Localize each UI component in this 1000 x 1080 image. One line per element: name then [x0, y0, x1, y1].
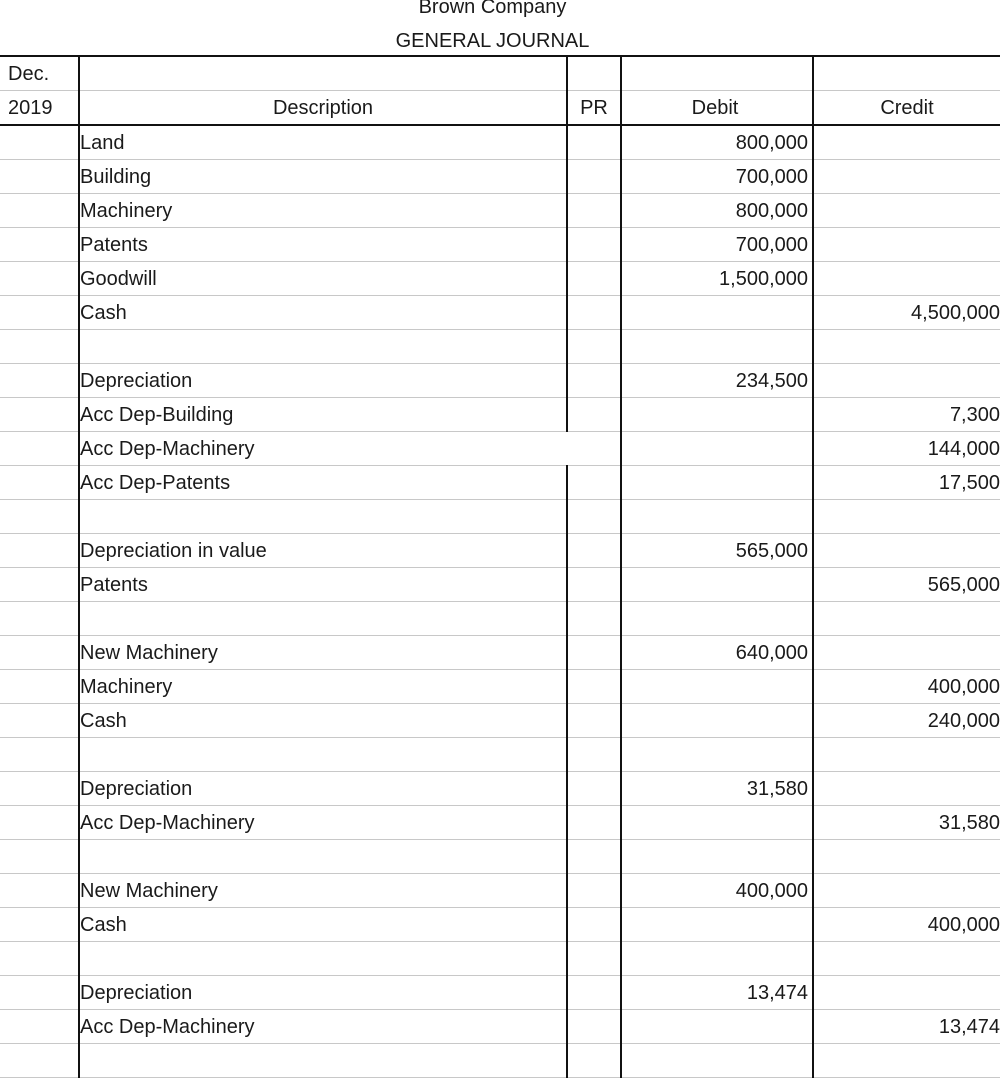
debit-header-spacer [621, 56, 813, 91]
journal-title: GENERAL JOURNAL [395, 30, 590, 52]
credit-cell: 4,500,000 [813, 296, 1000, 330]
credit-cell: 240,000 [813, 704, 1000, 738]
debit-cell [621, 1010, 813, 1044]
date-cell [0, 772, 79, 806]
journal-row [0, 976, 1000, 1010]
debit-cell [621, 432, 813, 466]
pr-cell [567, 568, 621, 602]
pr-cell [567, 125, 621, 160]
pr-cell [567, 500, 621, 534]
description-header-spacer [79, 56, 567, 91]
journal-row [0, 432, 1000, 466]
date-cell [0, 806, 79, 840]
description-cell [79, 738, 567, 772]
header-row-1 [0, 56, 1000, 91]
date-cell [0, 194, 79, 228]
description-cell: New Machinery [79, 874, 567, 908]
description-cell: Cash [79, 908, 567, 942]
journal-row [0, 534, 1000, 568]
description-cell: Machinery [79, 194, 567, 228]
debit-cell [621, 296, 813, 330]
credit-cell [813, 534, 1000, 568]
date-cell [0, 364, 79, 398]
description-cell: New Machinery [79, 636, 567, 670]
pr-cell [567, 772, 621, 806]
journal-row [0, 738, 1000, 772]
date-cell [0, 330, 79, 364]
debit-cell: 640,000 [621, 636, 813, 670]
description-cell: Depreciation in value [79, 534, 567, 568]
description-cell: Cash [79, 296, 567, 330]
journal-row [0, 772, 1000, 806]
journal-row [0, 262, 1000, 296]
journal-row [0, 602, 1000, 636]
date-cell [0, 670, 79, 704]
date-cell [0, 908, 79, 942]
credit-header: Credit [813, 91, 1000, 126]
date-cell [0, 466, 79, 500]
date-cell [0, 704, 79, 738]
description-cell: Building [79, 160, 567, 194]
credit-cell: 565,000 [813, 568, 1000, 602]
credit-cell [813, 636, 1000, 670]
date-cell [0, 602, 79, 636]
description-cell: Depreciation [79, 976, 567, 1010]
debit-cell [621, 908, 813, 942]
debit-cell [621, 670, 813, 704]
date-cell [0, 125, 79, 160]
debit-cell [621, 398, 813, 432]
description-cell: Acc Dep-Building [79, 398, 567, 432]
date-cell [0, 738, 79, 772]
journal-row [0, 194, 1000, 228]
debit-cell [621, 330, 813, 364]
pr-cell [567, 976, 621, 1010]
credit-cell: 31,580 [813, 806, 1000, 840]
date-cell [0, 262, 79, 296]
pr-cell [567, 840, 621, 874]
description-cell [79, 330, 567, 364]
description-cell: Patents [79, 228, 567, 262]
company-name: Brown Company [418, 0, 567, 18]
description-cell: Cash [79, 704, 567, 738]
credit-cell [813, 942, 1000, 976]
credit-cell [813, 976, 1000, 1010]
journal-row [0, 568, 1000, 602]
debit-cell [621, 568, 813, 602]
journal-row [0, 1010, 1000, 1044]
pr-cell [567, 296, 621, 330]
date-header-month: Dec. [0, 56, 79, 91]
debit-cell [621, 942, 813, 976]
debit-cell [621, 500, 813, 534]
pr-cell [567, 364, 621, 398]
description-cell: Acc Dep-Machinery [79, 1010, 567, 1044]
journal-row [0, 908, 1000, 942]
description-cell: Land [79, 125, 567, 160]
journal-row [0, 806, 1000, 840]
date-cell [0, 398, 79, 432]
description-cell [79, 942, 567, 976]
date-cell [0, 874, 79, 908]
date-cell [0, 296, 79, 330]
credit-cell: 400,000 [813, 670, 1000, 704]
debit-cell [621, 602, 813, 636]
date-header-year: 2019 [0, 91, 79, 126]
pr-cell [567, 908, 621, 942]
pr-cell [567, 670, 621, 704]
debit-cell [621, 806, 813, 840]
journal-row [0, 1044, 1000, 1078]
pr-header-spacer [567, 56, 621, 91]
journal-row [0, 330, 1000, 364]
date-cell [0, 500, 79, 534]
debit-cell: 800,000 [621, 125, 813, 160]
pr-cell [567, 874, 621, 908]
pr-cell [567, 194, 621, 228]
journal-row [0, 466, 1000, 500]
credit-cell [813, 602, 1000, 636]
description-cell: Acc Dep-Machinery [79, 806, 567, 840]
header-row-2 [0, 91, 1000, 126]
debit-cell [621, 738, 813, 772]
pr-cell [567, 602, 621, 636]
credit-cell: 13,474 [813, 1010, 1000, 1044]
pr-cell [567, 466, 621, 500]
debit-cell: 800,000 [621, 194, 813, 228]
description-cell: Acc Dep-Patents [79, 466, 567, 500]
pr-cell [567, 228, 621, 262]
journal-row [0, 160, 1000, 194]
journal-row [0, 296, 1000, 330]
date-cell [0, 432, 79, 466]
date-cell [0, 534, 79, 568]
credit-cell: 7,300 [813, 398, 1000, 432]
pr-cell [567, 806, 621, 840]
pr-cell [567, 942, 621, 976]
debit-header: Debit [621, 91, 813, 126]
description-cell [79, 500, 567, 534]
debit-cell [621, 466, 813, 500]
debit-cell: 700,000 [621, 160, 813, 194]
credit-header-spacer [813, 56, 1000, 91]
credit-cell [813, 160, 1000, 194]
journal-row [0, 942, 1000, 976]
pr-cell [567, 398, 621, 432]
journal-row [0, 228, 1000, 262]
debit-cell [621, 1044, 813, 1078]
journal-row [0, 500, 1000, 534]
credit-cell [813, 738, 1000, 772]
description-cell: Patents [79, 568, 567, 602]
credit-cell: 17,500 [813, 466, 1000, 500]
description-cell [79, 1044, 567, 1078]
journal-row [0, 670, 1000, 704]
debit-cell: 234,500 [621, 364, 813, 398]
pr-cell [567, 160, 621, 194]
credit-cell [813, 330, 1000, 364]
journal-row [0, 704, 1000, 738]
journal-row [0, 840, 1000, 874]
description-cell: Acc Dep-Machinery [79, 432, 621, 466]
debit-cell: 565,000 [621, 534, 813, 568]
journal-row [0, 636, 1000, 670]
description-cell: Machinery [79, 670, 567, 704]
credit-cell [813, 194, 1000, 228]
credit-cell [813, 772, 1000, 806]
pr-cell [567, 636, 621, 670]
pr-cell [567, 262, 621, 296]
description-cell: Goodwill [79, 262, 567, 296]
credit-cell [813, 1044, 1000, 1078]
pr-header: PR [567, 91, 621, 126]
description-header: Description [79, 91, 567, 126]
credit-cell [813, 840, 1000, 874]
date-cell [0, 976, 79, 1010]
credit-cell [813, 262, 1000, 296]
credit-cell: 144,000 [813, 432, 1000, 466]
journal-row [0, 398, 1000, 432]
date-cell [0, 228, 79, 262]
description-cell [79, 840, 567, 874]
debit-cell: 1,500,000 [621, 262, 813, 296]
pr-cell [567, 1010, 621, 1044]
date-cell [0, 942, 79, 976]
pr-cell [567, 704, 621, 738]
credit-cell [813, 874, 1000, 908]
description-cell: Depreciation [79, 364, 567, 398]
date-cell [0, 1010, 79, 1044]
debit-cell: 700,000 [621, 228, 813, 262]
date-cell [0, 160, 79, 194]
debit-cell: 31,580 [621, 772, 813, 806]
credit-cell [813, 364, 1000, 398]
journal-row [0, 874, 1000, 908]
debit-cell [621, 704, 813, 738]
date-cell [0, 840, 79, 874]
date-cell [0, 636, 79, 670]
debit-cell [621, 840, 813, 874]
journal-row [0, 125, 1000, 160]
credit-cell [813, 228, 1000, 262]
general-journal-table [0, 55, 1000, 1078]
description-cell: Depreciation [79, 772, 567, 806]
journal-row [0, 364, 1000, 398]
date-cell [0, 1044, 79, 1078]
pr-cell [567, 738, 621, 772]
pr-cell [567, 534, 621, 568]
credit-cell [813, 500, 1000, 534]
date-cell [0, 568, 79, 602]
pr-cell [567, 1044, 621, 1078]
pr-cell [567, 330, 621, 364]
credit-cell: 400,000 [813, 908, 1000, 942]
debit-cell: 400,000 [621, 874, 813, 908]
description-cell [79, 602, 567, 636]
debit-cell: 13,474 [621, 976, 813, 1010]
credit-cell [813, 125, 1000, 160]
